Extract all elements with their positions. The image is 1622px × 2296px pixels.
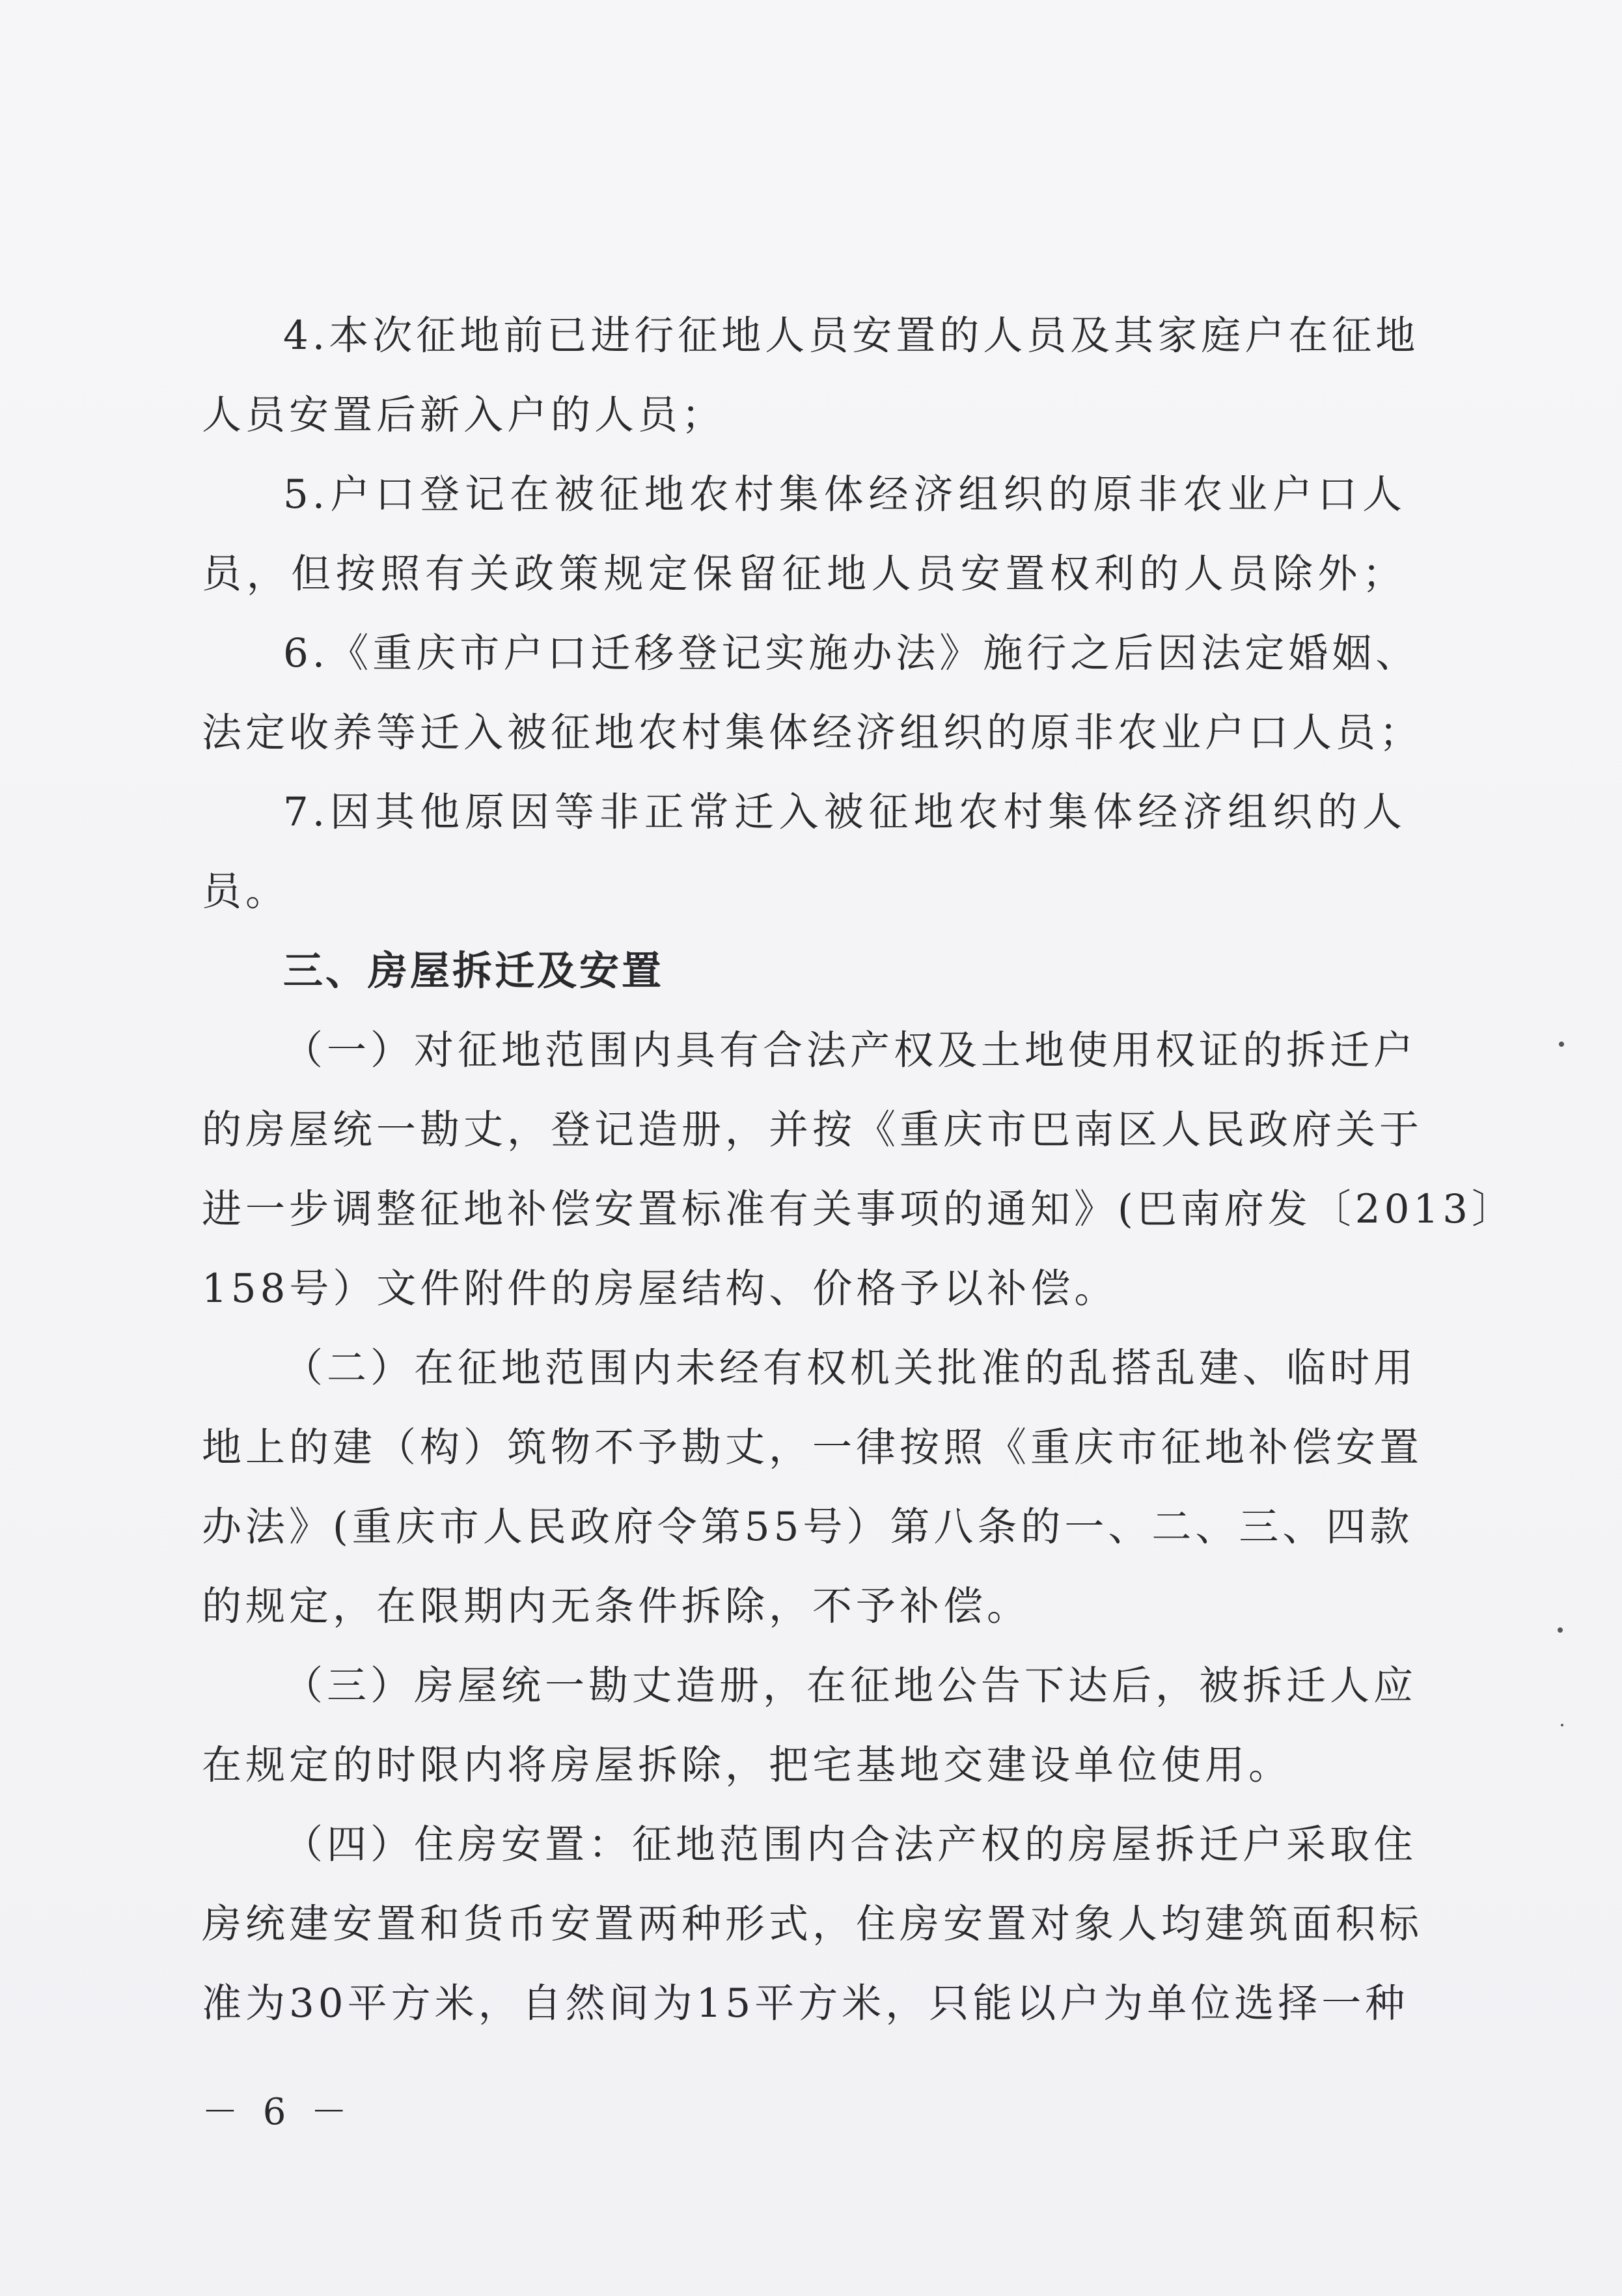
- page-number: － 6 －: [202, 2091, 354, 2133]
- text-line: （一）对征地范围内具有合法产权及土地使用权证的拆迁户: [283, 1027, 1418, 1073]
- document-body: [202, 296, 1516, 2043]
- scan-speck: [1558, 1627, 1563, 1633]
- scan-speck: [1559, 1042, 1564, 1047]
- text-line: 的规定，在限期内无条件拆除，不予补偿。: [202, 1583, 1031, 1629]
- text-line: 准为30平方米，自然间为15平方米，只能以户为单位选择一种: [202, 1980, 1409, 2026]
- text-line: 办法》(重庆市人民政府令第55号）第八条的一、二、三、四款: [202, 1504, 1414, 1550]
- text-line: 员。: [202, 868, 290, 915]
- text-line: 5.户口登记在被征地农村集体经济组织的原非农业户口人: [283, 471, 1406, 518]
- scan-speck: [1561, 1724, 1563, 1726]
- text-line: （二）在征地范围内未经有权机关批准的乱搭乱建、临时用: [283, 1345, 1418, 1391]
- text-line: 6.《重庆市户口迁移登记实施办法》施行之后因法定婚姻、: [283, 630, 1420, 676]
- text-line: （四）住房安置：征地范围内合法产权的房屋拆迁户采取住: [283, 1821, 1418, 1868]
- text-line: 房统建安置和货币安置两种形式，住房安置对象人均建筑面积标: [202, 1901, 1423, 1947]
- text-line: 7.因其他原因等非正常迁入被征地农村集体经济组织的人: [283, 789, 1406, 835]
- text-line: 158号）文件附件的房屋结构、价格予以补偿。: [202, 1266, 1118, 1312]
- text-line: 员，但按照有关政策规定保留征地人员安置权利的人员除外；: [202, 551, 1406, 597]
- section-heading: 三、房屋拆迁及安置: [283, 948, 665, 994]
- text-line: （三）房屋统一勘丈造册，在征地公告下达后，被拆迁人应: [283, 1663, 1418, 1709]
- text-line: 地上的建（构）筑物不予勘丈，一律按照《重庆市征地补偿安置: [202, 1424, 1423, 1471]
- text-line: 进一步调整征地补偿安置标准有关事项的通知》(巴南府发〔2013〕: [202, 1186, 1516, 1232]
- text-line: 在规定的时限内将房屋拆除，把宅基地交建设单位使用。: [202, 1742, 1293, 1788]
- text-line: 的房屋统一勘丈，登记造册，并按《重庆市巴南区人民政府关于: [202, 1107, 1423, 1153]
- text-line: 人员安置后新入户的人员；: [202, 392, 726, 438]
- text-line: 法定收养等迁入被征地农村集体经济组织的原非农业户口人员；: [202, 710, 1423, 756]
- text-line: 4.本次征地前已进行征地人员安置的人员及其家庭户在征地: [283, 312, 1420, 359]
